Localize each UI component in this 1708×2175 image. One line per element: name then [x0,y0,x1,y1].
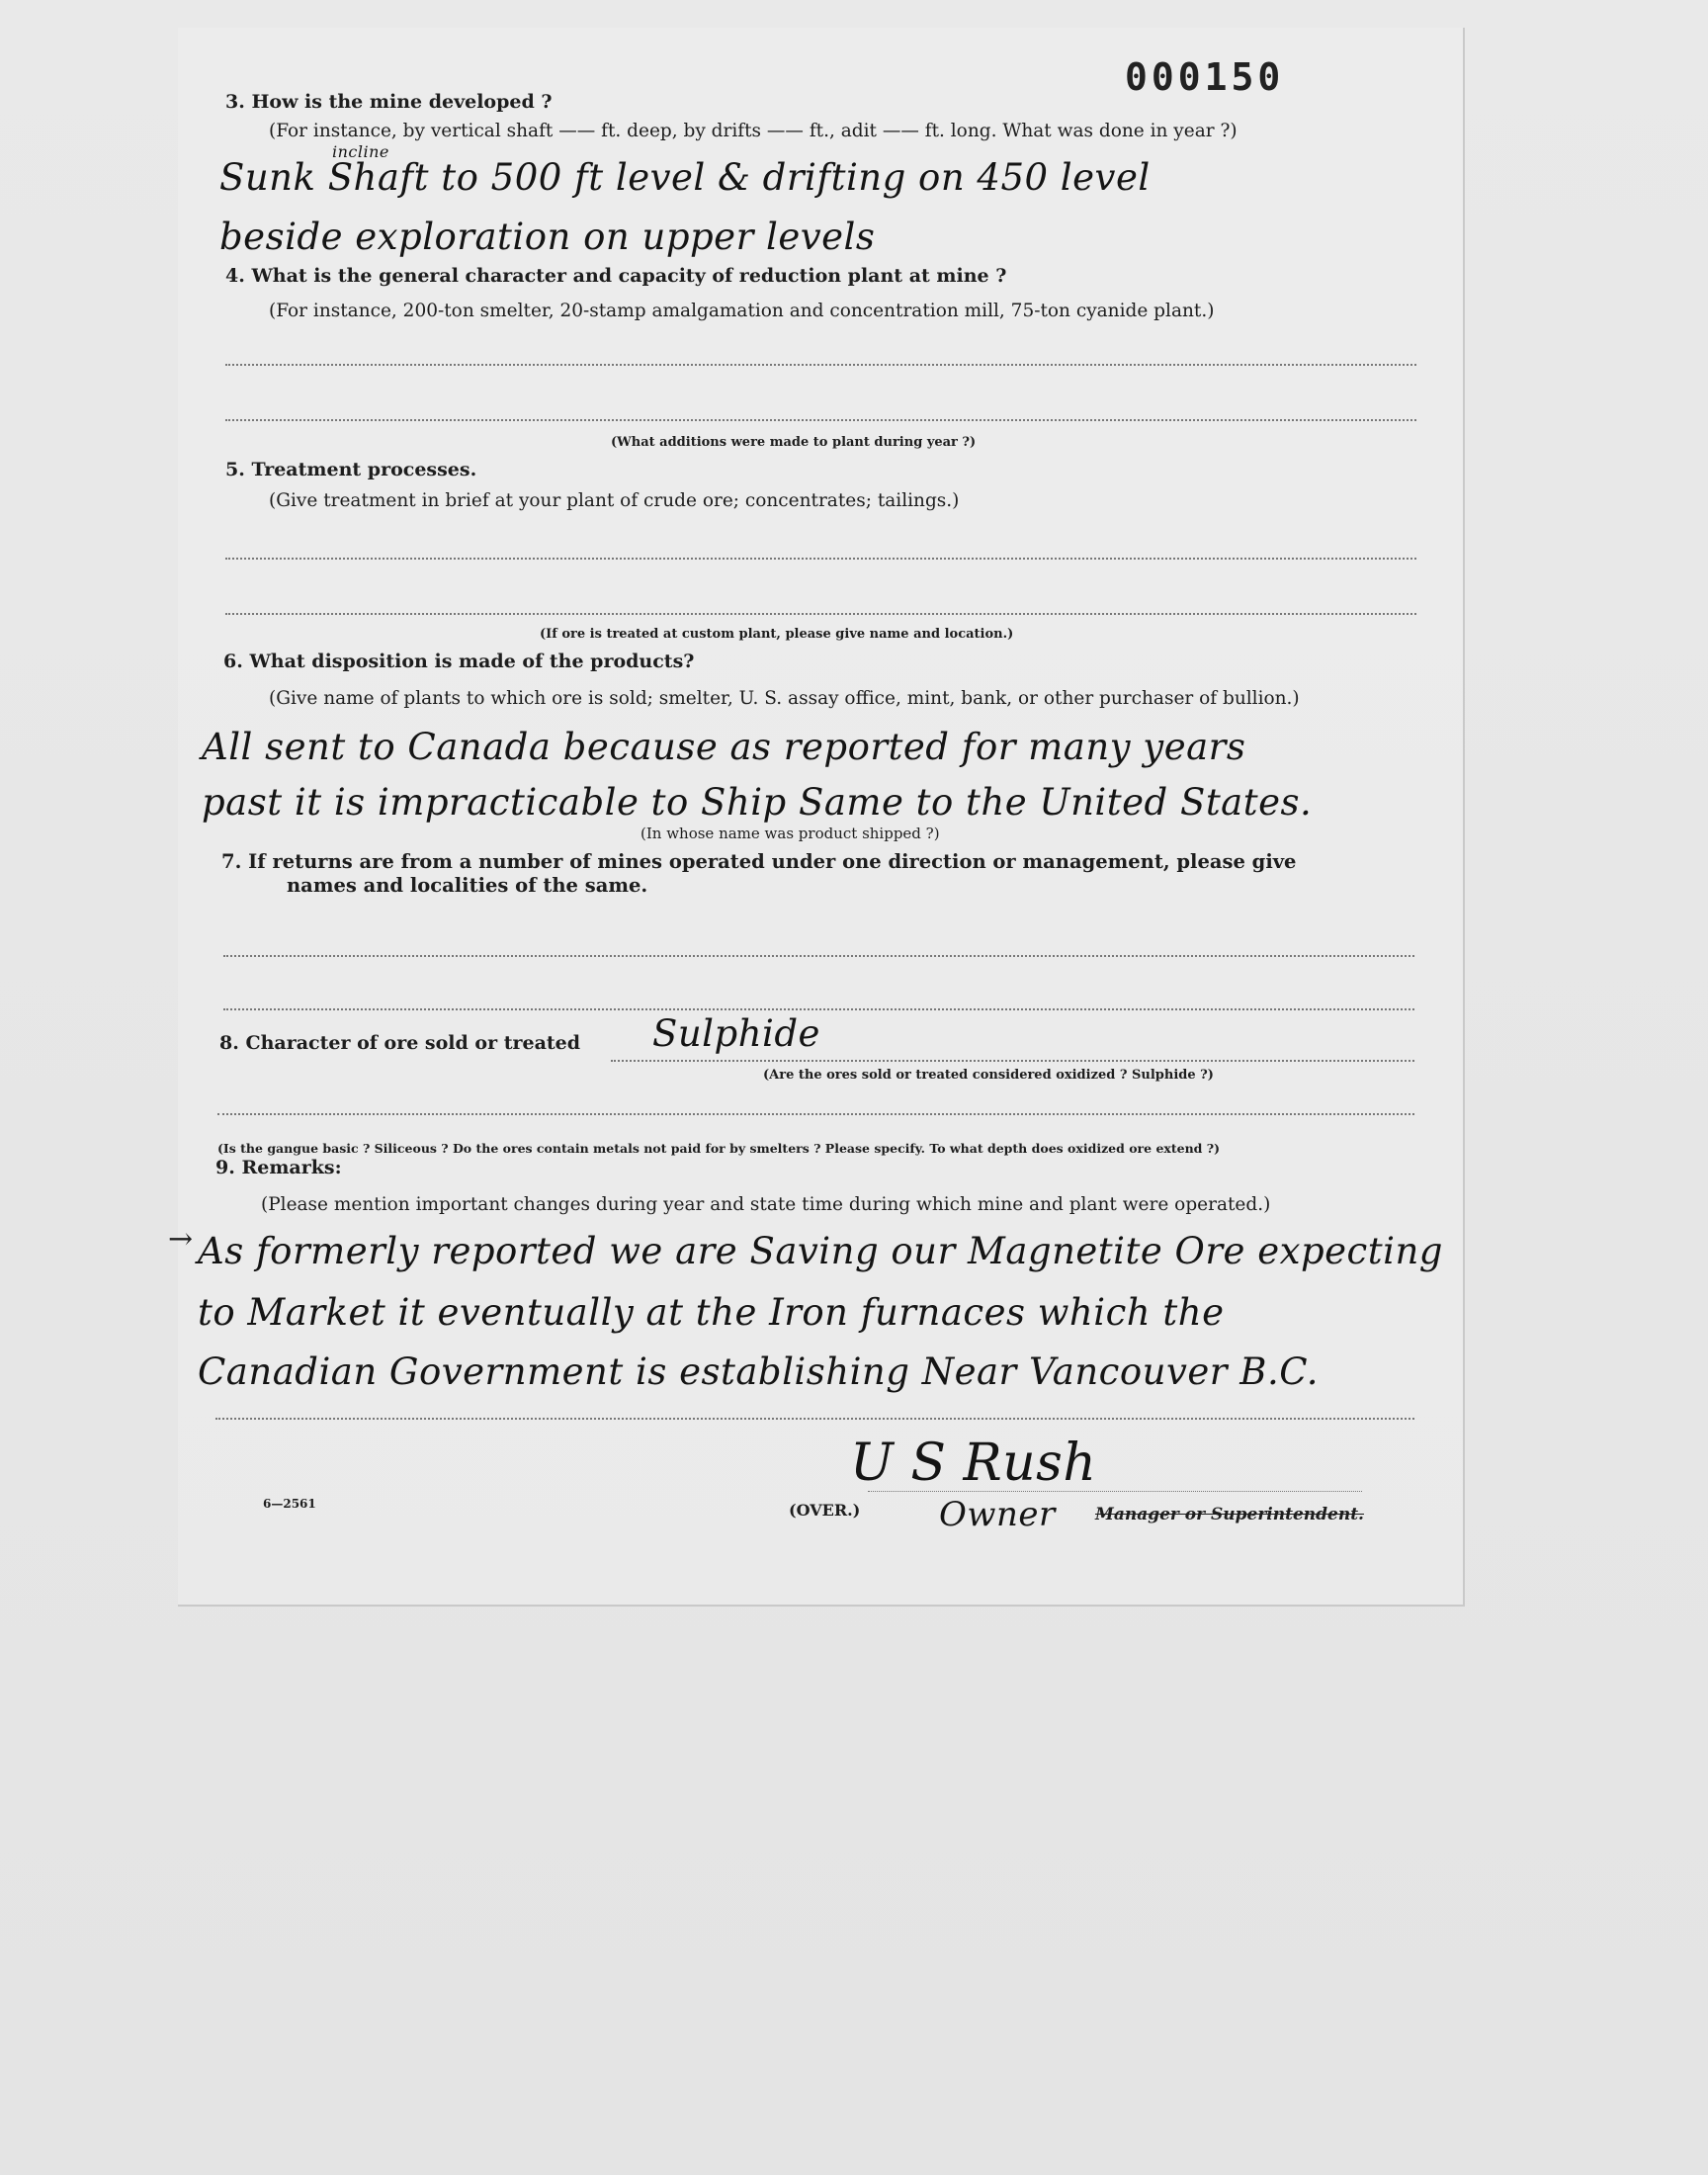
serial-number: 000150 [1125,55,1285,99]
question-7-heading-line-2: names and localities of the same. [287,874,648,897]
question-8-answer-line-2 [217,1113,1414,1115]
question-8-answer-line [611,1060,1414,1062]
question-9-answer-line-3: Canadian Government is establishing Near Vancouver B.C. [198,1350,1319,1393]
question-4-answer-line-2 [225,419,1416,421]
question-6-answer-line-2: past it is impracticable to Ship Same to the United States. [202,781,1313,824]
question-4-heading: 4. What is the general character and capacity of reduction plant at mine ? [225,265,1007,287]
question-6-caption: (In whose name was product shipped ?) [640,825,940,842]
question-3-answer-line-1: Sunk Shaft to 500 ft level & drifting on 450 level [219,156,1151,199]
question-4-instruction: (For instance, 200-ton smelter, 20-stamp amalgamation and concentration mill, 75-ton cyanide plant.) [269,301,1215,321]
question-5-heading: 5. Treatment processes. [225,459,477,480]
question-6-instruction: (Give name of plants to which ore is sold; smelter, U. S. assay office, mint, bank, or other purchaser of bullion.) [269,688,1300,709]
question-9-heading: 9. Remarks: [215,1157,342,1178]
question-7-answer-line-1 [223,955,1414,957]
question-5-caption: (If ore is treated at custom plant, please give name and location.) [540,627,1014,642]
question-9-answer-line-4 [215,1418,1414,1420]
question-9-answer-line-2: to Market it eventually at the Iron furnaces which the [198,1291,1225,1334]
question-8-caption-2: (Is the gangue basic ? Siliceous ? Do the ores contain metals not paid for by smelters ? Please specify. To what depth does oxidized ore extend ?) [217,1141,1220,1156]
question-3-answer-insert: incline [332,142,389,161]
question-9-answer-line-1: As formerly reported we are Saving our Magnetite Ore expecting [198,1230,1443,1272]
question-3-answer-line-2: beside exploration on upper levels [219,216,876,258]
question-3-heading: 3. How is the mine developed ? [225,91,553,113]
question-6-answer-line-1: All sent to Canada because as reported for many years [202,726,1246,768]
question-5-instruction: (Give treatment in brief at your plant of crude ore; concentrates; tailings.) [269,490,960,511]
question-4-answer-line-1 [225,364,1416,366]
question-7-heading-line-1: 7. If returns are from a number of mines operated under one direction or management, please give [221,850,1297,873]
signer-title-handwritten: Owner [939,1495,1056,1534]
question-8-answer: Sulphide [652,1012,820,1055]
question-8-caption: (Are the ores sold or treated considered oxidized ? Sulphide ?) [763,1068,1214,1083]
signature: U S Rush [850,1434,1097,1493]
over-label: (OVER.) [789,1501,861,1520]
signer-title-printed-struck: Manager or Superintendent. [1095,1505,1364,1524]
arrow-mark-icon: → [168,1222,194,1257]
question-9-instruction: (Please mention important changes during year and state time during which mine and plant were operated.) [261,1194,1271,1215]
question-5-answer-line-1 [225,558,1416,560]
question-6-heading: 6. What disposition is made of the products? [223,651,695,672]
question-8-heading: 8. Character of ore sold or treated [219,1032,581,1054]
question-7-answer-line-2 [223,1008,1414,1010]
signature-line [868,1491,1362,1492]
question-3-instruction: (For instance, by vertical shaft —— ft. deep, by drifts —— ft., adit —— ft. long. What was done in year ?) [269,121,1238,141]
question-4-caption: (What additions were made to plant during year ?) [611,435,977,450]
form-code: 6—2561 [263,1497,316,1511]
question-5-answer-line-2 [225,613,1416,615]
